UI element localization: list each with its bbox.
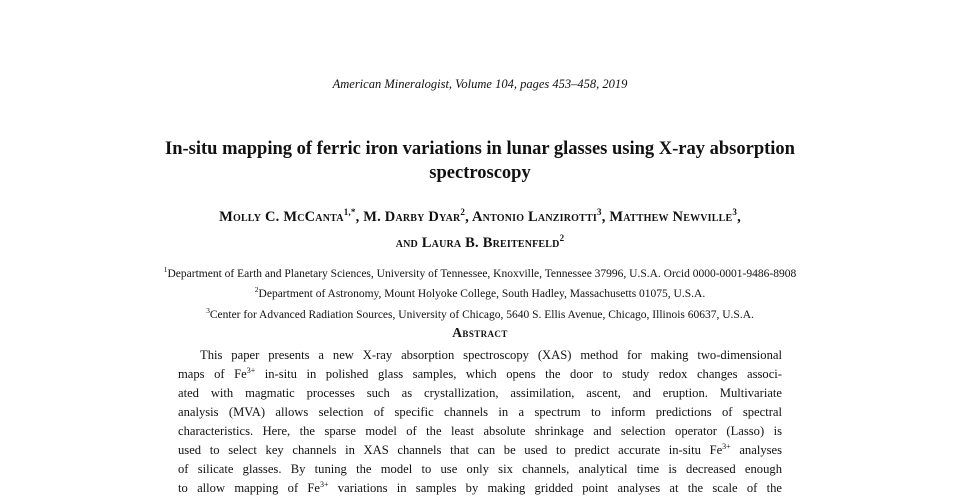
abstract-line: characteristics. Here, the sparse model of the least absolute shrinkage and selection operator (Lasso) is <box>178 424 782 438</box>
author-name: Antonio Lanzirotti <box>471 208 597 225</box>
author-separator: , <box>601 208 610 225</box>
abstract-line: analysis (MVA) allows selection of specific channels in a spectrum to inform predictions of spectral <box>178 405 782 419</box>
author-separator: , <box>737 208 741 225</box>
abstract-line: used to select key channels in XAS channels that can be used to predict accurate in-situ $Fe^{3+}$ analyses <box>178 441 783 457</box>
affiliation-text: Department of Astronomy, Mount Holyoke College, South Hadley, Massachusetts 01075, U.S.A. <box>258 288 706 301</box>
author-separator: , <box>465 208 472 225</box>
journal-citation: American Mineralogist, Volume 104, pages 453–458, 2019 <box>332 77 628 91</box>
author-line-1 <box>100 202 860 228</box>
abstract-line: This paper presents a new X-ray absorption spectroscopy (XAS) method for making two-dimensional <box>200 348 782 362</box>
affiliation-mark: 1 <box>163 265 168 274</box>
affiliation-list <box>60 262 900 323</box>
author-affiliation-mark: 3 <box>732 207 738 217</box>
affiliation-mark: 2 <box>254 285 259 295</box>
author-line-2 <box>100 228 860 254</box>
author-affiliation-mark: 1,* <box>343 207 356 217</box>
abstract-line: ated with magmatic processes such as crystallization, assimilation, ascent, and eruption. Multivariate <box>178 386 782 400</box>
abstract-line: of silicate glasses. By tuning the model to use only six channels, analytical time is decreased enough <box>178 462 782 476</box>
affiliation-text: Center for Advanced Radiation Sources, University of Chicago, 5640 S. Ellis Avenue, Chicago, Illinois 60637, U.S.A. <box>209 308 754 321</box>
abstract-line: maps of $Fe^{3+}$ in-situ in polished glass samples, which opens the door to study redox changes associ- <box>178 365 782 381</box>
author-affiliation-mark: 2 <box>460 207 466 217</box>
author-name: Molly C. McCanta <box>219 208 344 225</box>
author-name: Matthew Newville <box>609 208 733 225</box>
author-affiliation-mark: 2 <box>559 232 565 243</box>
affiliation-item <box>60 303 900 323</box>
author-affiliation-mark: 3 <box>596 207 602 217</box>
affiliation-item <box>60 282 900 302</box>
affiliation-mark: 3 <box>206 305 210 315</box>
abstract-heading: Abstract <box>452 325 508 340</box>
abstract-body <box>178 346 782 498</box>
author-name: and Laura B. Breitenfeld <box>395 234 560 251</box>
author-name: M. Darby Dyar <box>363 208 461 225</box>
affiliation-text: Department of Earth and Planetary Sciences, University of Tennessee, Knoxville, Tennessee 37996, U.S.A. Orcid 0000-0001-9486-8908 <box>167 267 797 280</box>
author-list <box>100 202 860 254</box>
paper-title: In-situ mapping of ferric iron variations in lunar glasses using X-ray absorption spectroscopy <box>165 139 795 183</box>
affiliation-item <box>60 262 900 282</box>
author-separator: , <box>355 208 364 225</box>
abstract-line: to allow mapping of $Fe^{3+}$ variations in samples by making gridded point analyses at the scale of the <box>178 479 782 495</box>
